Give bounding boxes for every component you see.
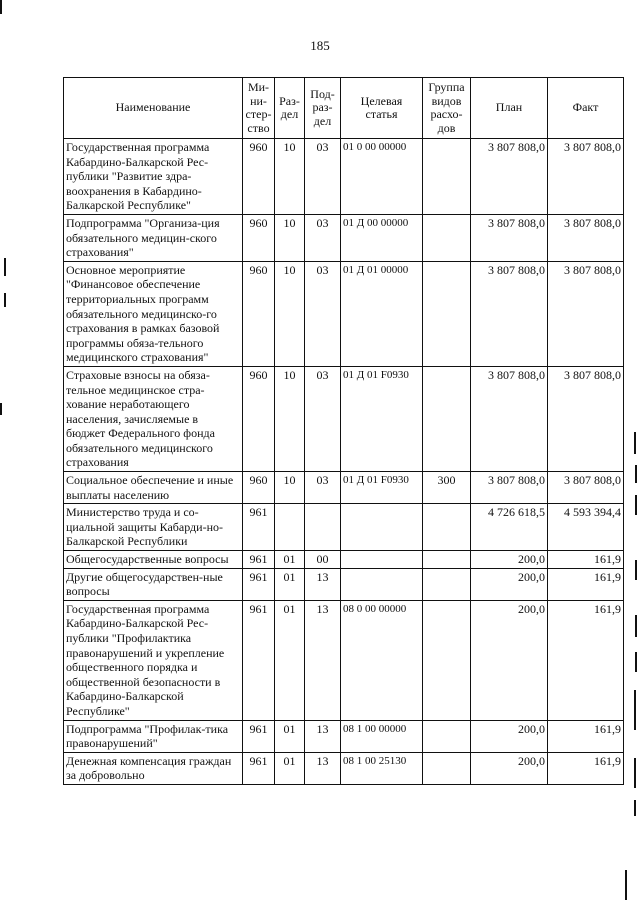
table-row	[64, 139, 624, 215]
header-section	[275, 78, 305, 139]
cell-subsection: 03	[305, 472, 341, 504]
cell-subsection: 13	[305, 600, 341, 720]
cell-target: 01 Д 01 F0930	[341, 366, 423, 471]
cell-group	[423, 551, 471, 569]
cell-target: 08 0 00 00000	[341, 600, 423, 720]
cell-name: Подпрограмма "Организа-ция обязательного медицин-ского страхования"	[64, 214, 243, 261]
table-row	[64, 504, 624, 551]
cell-fact: 161,9	[548, 720, 624, 752]
header-ministry	[243, 78, 275, 139]
cell-section: 10	[275, 139, 305, 215]
scan-mark	[625, 870, 627, 900]
cell-fact: 3 807 808,0	[548, 366, 624, 471]
cell-name: Подпрограмма "Профилак-тика правонарушений"	[64, 720, 243, 752]
cell-fact: 3 807 808,0	[548, 214, 624, 261]
cell-section: 01	[275, 600, 305, 720]
cell-plan: 4 726 618,5	[471, 504, 548, 551]
cell-section: 10	[275, 472, 305, 504]
cell-target: 01 0 00 00000	[341, 139, 423, 215]
scan-mark	[4, 258, 6, 276]
cell-subsection: 13	[305, 752, 341, 784]
scan-mark	[0, 0, 2, 14]
cell-group	[423, 214, 471, 261]
cell-target: 01 Д 01 F0930	[341, 472, 423, 504]
cell-subsection: 03	[305, 214, 341, 261]
cell-target	[341, 568, 423, 600]
header-expense-group	[423, 78, 471, 139]
table-row	[64, 472, 624, 504]
cell-section: 01	[275, 551, 305, 569]
cell-group	[423, 720, 471, 752]
cell-subsection: 03	[305, 139, 341, 215]
scan-mark	[634, 690, 636, 730]
cell-fact: 161,9	[548, 568, 624, 600]
scan-mark	[634, 432, 636, 454]
header-name	[64, 78, 243, 139]
cell-target	[341, 504, 423, 551]
cell-group	[423, 139, 471, 215]
table-row	[64, 720, 624, 752]
cell-section: 01	[275, 568, 305, 600]
header-section-text: Раз- дел	[279, 93, 300, 121]
cell-ministry: 961	[243, 551, 275, 569]
scan-mark	[635, 465, 637, 483]
cell-group	[423, 504, 471, 551]
scan-mark	[4, 293, 6, 307]
header-fact-text: Факт	[572, 100, 599, 115]
budget-table	[63, 77, 624, 785]
cell-plan: 3 807 808,0	[471, 139, 548, 215]
cell-name: Министерство труда и со-циальной защиты Кабарди-но-Балкарской Республики	[64, 504, 243, 551]
cell-fact: 161,9	[548, 600, 624, 720]
cell-subsection: 00	[305, 551, 341, 569]
cell-target: 01 Д 00 00000	[341, 214, 423, 261]
cell-group	[423, 568, 471, 600]
header-plan-text: План	[495, 100, 523, 115]
cell-group	[423, 752, 471, 784]
cell-ministry: 960	[243, 472, 275, 504]
header-name-text: Наименование	[115, 100, 191, 115]
cell-section: 10	[275, 366, 305, 471]
cell-target: 01 Д 01 00000	[341, 261, 423, 366]
scan-mark	[634, 758, 636, 788]
cell-group: 300	[423, 472, 471, 504]
cell-name: Основное мероприятие "Финансовое обеспечение территориальных программ обязательного медицинско-го страхования в рамках базовой программы обяза-тельного медицинского страхования"	[64, 261, 243, 366]
cell-ministry: 960	[243, 139, 275, 215]
scan-mark	[635, 652, 637, 672]
header-subsection	[305, 78, 341, 139]
cell-plan: 3 807 808,0	[471, 472, 548, 504]
cell-target	[341, 551, 423, 569]
cell-fact: 3 807 808,0	[548, 139, 624, 215]
cell-subsection	[305, 504, 341, 551]
cell-group	[423, 366, 471, 471]
cell-section: 10	[275, 214, 305, 261]
header-target	[341, 78, 423, 139]
cell-name: Денежная компенсация граждан за добровольно	[64, 752, 243, 784]
cell-plan: 200,0	[471, 568, 548, 600]
cell-fact: 4 593 394,4	[548, 504, 624, 551]
cell-plan: 200,0	[471, 752, 548, 784]
cell-subsection: 03	[305, 261, 341, 366]
table-row	[64, 261, 624, 366]
cell-fact: 3 807 808,0	[548, 472, 624, 504]
cell-plan: 200,0	[471, 720, 548, 752]
scan-mark	[0, 403, 2, 415]
cell-subsection: 03	[305, 366, 341, 471]
scan-mark	[635, 560, 637, 580]
scan-mark	[634, 800, 636, 816]
cell-target: 08 1 00 00000	[341, 720, 423, 752]
cell-ministry: 960	[243, 261, 275, 366]
cell-plan: 200,0	[471, 600, 548, 720]
cell-fact: 161,9	[548, 551, 624, 569]
cell-subsection: 13	[305, 720, 341, 752]
cell-name: Социальное обеспечение и иные выплаты населению	[64, 472, 243, 504]
table-row	[64, 366, 624, 471]
table-row	[64, 551, 624, 569]
table-row	[64, 600, 624, 720]
header-fact	[548, 78, 624, 139]
cell-fact: 161,9	[548, 752, 624, 784]
header-expense-group-text: Группа видов расхо- дов	[428, 80, 465, 135]
header-ministry-text: Ми- ни- стер- ство	[245, 80, 272, 135]
cell-plan: 200,0	[471, 551, 548, 569]
header-subsection-text: Под- раз- дел	[310, 86, 335, 128]
table-row	[64, 214, 624, 261]
header-target-text: Целевая статья	[360, 93, 403, 121]
table-header-row	[64, 78, 624, 139]
cell-plan: 3 807 808,0	[471, 261, 548, 366]
cell-section: 01	[275, 720, 305, 752]
table-row	[64, 752, 624, 784]
cell-ministry: 961	[243, 568, 275, 600]
cell-name: Общегосударственные вопросы	[64, 551, 243, 569]
cell-plan: 3 807 808,0	[471, 366, 548, 471]
cell-ministry: 961	[243, 600, 275, 720]
cell-group	[423, 600, 471, 720]
table-row	[64, 568, 624, 600]
header-plan	[471, 78, 548, 139]
cell-subsection: 13	[305, 568, 341, 600]
cell-target: 08 1 00 25130	[341, 752, 423, 784]
cell-ministry: 960	[243, 366, 275, 471]
cell-section: 01	[275, 752, 305, 784]
cell-name: Страховые взносы на обяза-тельное медицинское стра-хование неработающего населения, зачисляемые в бюджет Федерального фонда обязательного медицинского страхования	[64, 366, 243, 471]
cell-section	[275, 504, 305, 551]
cell-fact: 3 807 808,0	[548, 261, 624, 366]
cell-section: 10	[275, 261, 305, 366]
page-number: 185	[310, 38, 330, 53]
cell-name: Государственная программа Кабардино-Балкарской Рес-публики "Развитие здра-воохранения в Кабардино-Балкарской Республике"	[64, 139, 243, 215]
cell-ministry: 961	[243, 504, 275, 551]
cell-group	[423, 261, 471, 366]
cell-ministry: 960	[243, 214, 275, 261]
cell-name: Другие общегосударствен-ные вопросы	[64, 568, 243, 600]
cell-ministry: 961	[243, 720, 275, 752]
scan-mark	[635, 495, 637, 515]
scan-mark	[635, 615, 637, 637]
cell-name: Государственная программа Кабардино-Балкарской Рес-публики "Профилактика правонарушений и укрепление общественного порядка и общественной безопасности в Кабардино-Балкарской Республике"	[64, 600, 243, 720]
cell-plan: 3 807 808,0	[471, 214, 548, 261]
cell-ministry: 961	[243, 752, 275, 784]
